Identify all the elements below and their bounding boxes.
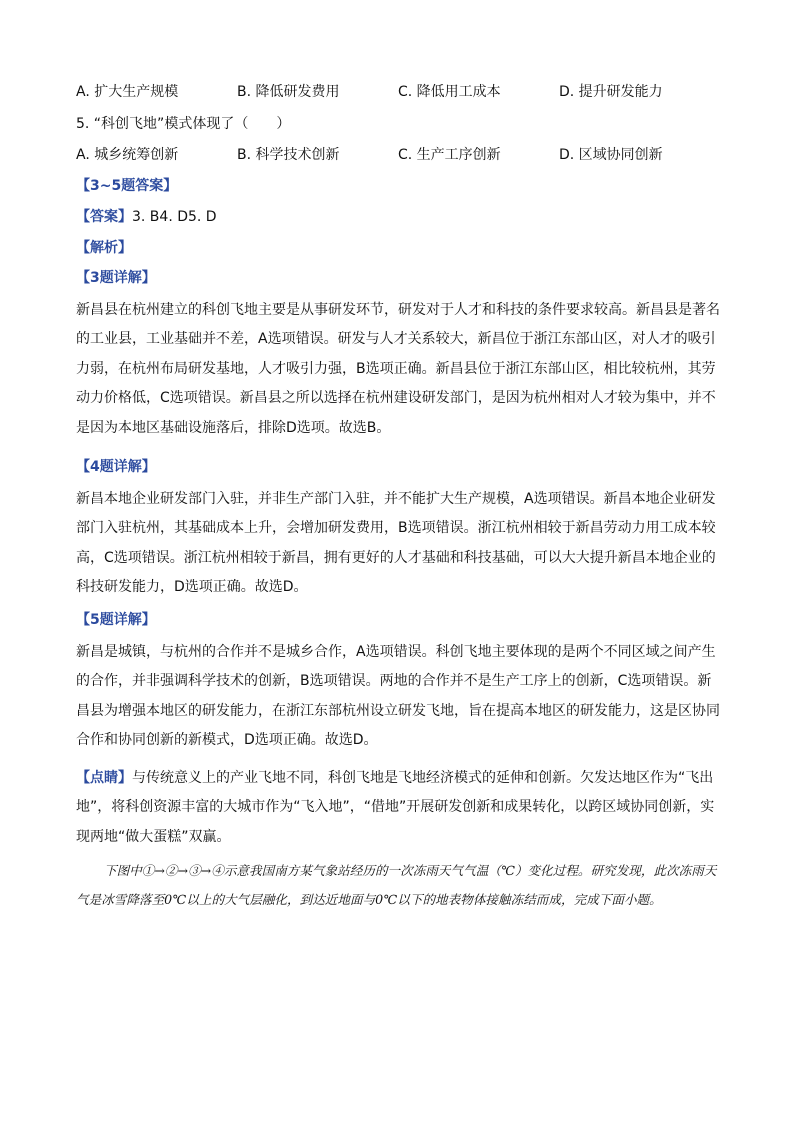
- q5-option-c: C. 生产工序创新: [398, 147, 501, 163]
- q4-option-c: C. 降低用工成本: [398, 84, 501, 100]
- detail3-text: 新昌县在杭州建立的科创飞地主要是从事研发环节，研发对于人才和科技的条件要求较高。新昌县是著名的工业县，工业基础并不差，A选项错误。研发与人才关系较大，新昌位于浙江东部山区，对人才的吸引力弱，在杭州布局研发基地，人才吸引力强，B选项正确。新昌县位于浙江东部山区，相比较杭州，其劳动力价格低，C选项错误。新昌县之所以选择在杭州建设研发部门，是因为杭州相对人才较为集中，并不是因为本地区基础设施落后，排除D选项。故选B。: [76, 302, 720, 436]
- next-question-intro: 下图中①→②→③→④示意我国南方某气象站经历的一次冻雨天气气温（℃）变化过程。研究发现，此次冻雨天气是冰雪降落至0℃以上的大气层融化，到达近地面与0℃以下的地表物体接触冻结而成，完成下面小题。: [76, 863, 717, 907]
- comment-label: 【点睛】: [76, 770, 132, 786]
- answer-label: 【答案】: [76, 209, 132, 225]
- q5-option-a: A. 城乡统筹创新: [76, 147, 179, 163]
- answer-value: 3. B4. D5. D: [132, 209, 217, 225]
- detail5-heading: 【5题详解】: [76, 612, 156, 628]
- detail3-heading: 【3题详解】: [76, 270, 156, 286]
- q5-stem: 5. “科创飞地”模式体现了（ ）: [76, 116, 291, 132]
- q5-option-d: D. 区域协同创新: [559, 147, 663, 163]
- q4-option-a: A. 扩大生产规模: [76, 84, 179, 100]
- detail4-heading: 【4题详解】: [76, 459, 156, 475]
- comment-text: 与传统意义上的产业飞地不同，科创飞地是飞地经济模式的延伸和创新。欠发达地区作为“飞出地”，将科创资源丰富的大城市作为“飞入地”，“借地”开展研发创新和成果转化，以跨区域协同创新，实现两地“做大蛋糕”双赢。: [76, 770, 715, 845]
- answer-line: [76, 207, 217, 227]
- detail4-text: 新昌本地企业研发部门入驻，并非生产部门入驻，并不能扩大生产规模，A选项错误。新昌本地企业研发部门入驻杭州，其基础成本上升，会增加研发费用，B选项错误。浙江杭州相较于新昌劳动力用工成本较高，C选项错误。浙江杭州相较于新昌，拥有更好的人才基础和科技基础，可以大大提升新昌本地企业的科技研发能力，D选项正确。故选D。: [76, 491, 716, 596]
- q5-option-b: B. 科学技术创新: [237, 147, 340, 163]
- group-answer-heading: 【3~5题答案】: [76, 178, 178, 194]
- comment-paragraph: [76, 764, 722, 852]
- detail5-text: 新昌是城镇，与杭州的合作并不是城乡合作，A选项错误。科创飞地主要体现的是两个不同区域之间产生的合作，并非强调科学技术的创新，B选项错误。两地的合作并不是生产工序上的创新，C选项错误。新昌县为增强本地区的研发能力，在浙江东部杭州设立研发飞地，旨在提高本地区的研发能力，这是区协同合作和协同创新的新模式，D选项正确。故选D。: [76, 644, 720, 749]
- q4-option-d: D. 提升研发能力: [559, 84, 663, 100]
- q4-option-b: B. 降低研发费用: [237, 84, 340, 100]
- analysis-heading: 【解析】: [76, 240, 132, 256]
